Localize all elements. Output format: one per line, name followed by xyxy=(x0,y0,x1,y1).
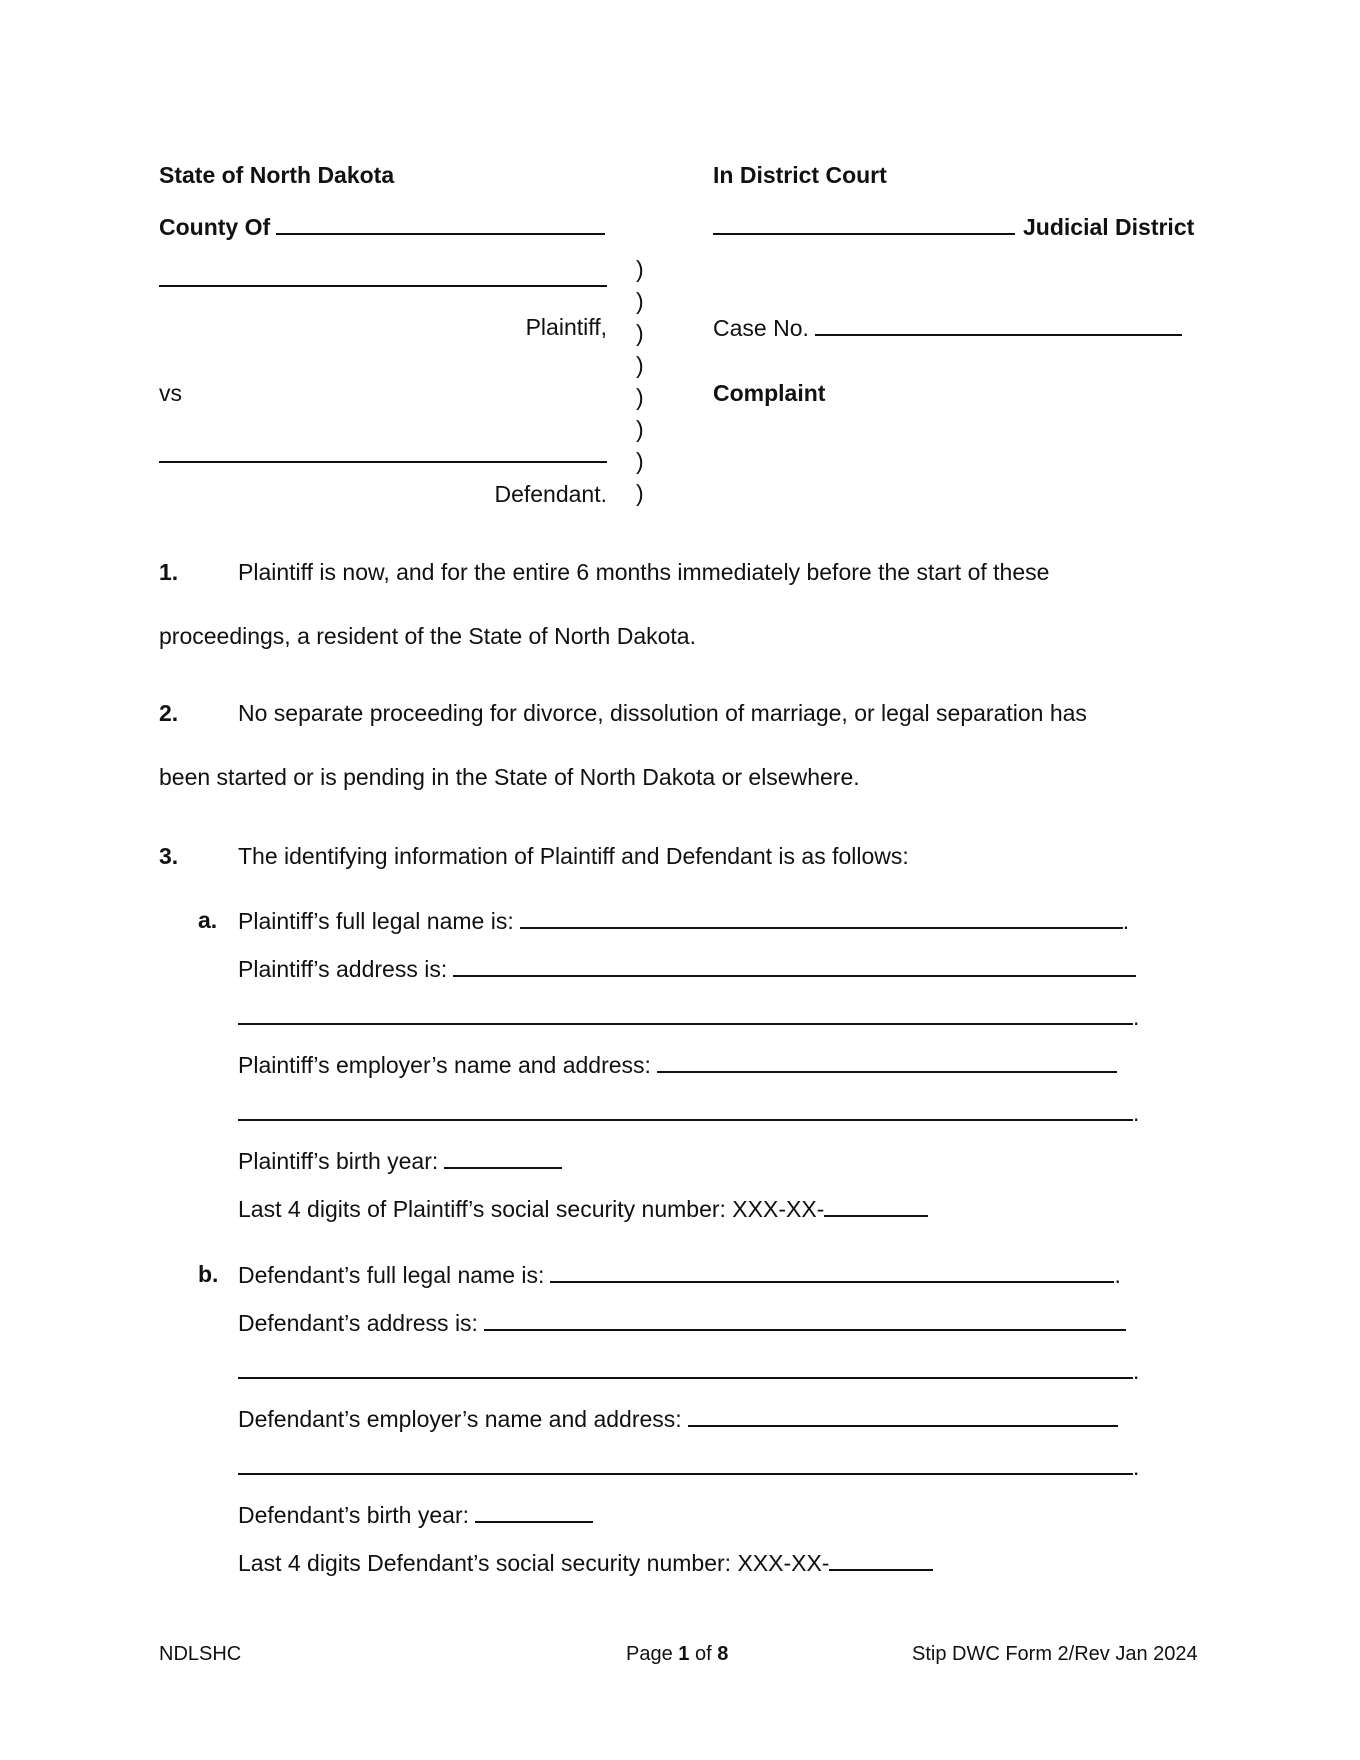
defendant-employer-blank-2[interactable] xyxy=(238,1455,1133,1475)
plaintiff-birth-line xyxy=(238,1149,562,1173)
defendant-address-blank-2[interactable] xyxy=(238,1359,1133,1379)
document-title: Complaint xyxy=(713,380,826,406)
defendant-name-line xyxy=(238,1263,1121,1287)
page-total: 8 xyxy=(717,1643,729,1665)
paragraph-2-line-1: No separate proceeding for divorce, dissolution of marriage, or legal separation has xyxy=(238,700,1087,726)
district-label: Judicial District xyxy=(1023,214,1195,240)
plaintiff-address-blank-2[interactable] xyxy=(238,1005,1133,1025)
plaintiff-employer-label: Plaintiff’s employer’s name and address: xyxy=(238,1052,651,1078)
plaintiff-ssn-label: Last 4 digits of Plaintiff’s social security number: XXX-XX- xyxy=(238,1196,825,1222)
county-blank[interactable] xyxy=(276,215,605,235)
paragraph-3-number: 3. xyxy=(159,843,179,869)
plaintiff-birth-blank[interactable] xyxy=(444,1149,562,1169)
plaintiff-employer-blank-2[interactable] xyxy=(238,1101,1133,1121)
period: . xyxy=(1133,1454,1140,1480)
footer-left: NDLSHC xyxy=(159,1643,242,1665)
defendant-name-label: Defendant’s full legal name is: xyxy=(238,1262,545,1288)
defendant-address-line-2 xyxy=(238,1359,1139,1383)
paren: ) xyxy=(636,256,644,282)
defendant-label: Defendant. xyxy=(494,481,607,507)
vs-label: vs xyxy=(159,380,182,406)
paren: ) xyxy=(636,352,644,378)
plaintiff-address-label: Plaintiff’s address is: xyxy=(238,956,448,982)
paren: ) xyxy=(636,384,644,410)
plaintiff-name-label: Plaintiff’s full legal name is: xyxy=(238,908,514,934)
footer-page-number xyxy=(626,1644,728,1664)
paren: ) xyxy=(636,416,644,442)
plaintiff-address-line xyxy=(238,957,1136,981)
period: . xyxy=(1114,1262,1121,1288)
period: . xyxy=(1133,1100,1140,1126)
period: . xyxy=(1122,908,1130,934)
case-no-line xyxy=(713,316,1182,340)
defendant-address-label: Defendant’s address is: xyxy=(238,1310,478,1336)
defendant-employer-label: Defendant’s employer’s name and address: xyxy=(238,1406,682,1432)
paragraph-2-line-2: been started or is pending in the State of North Dakota or elsewhere. xyxy=(159,764,860,790)
plaintiff-name-blank[interactable] xyxy=(159,285,607,287)
plaintiff-employer-line xyxy=(238,1053,1117,1077)
period: . xyxy=(1133,1358,1140,1384)
paren: ) xyxy=(636,480,644,506)
defendant-ssn-label: Last 4 digits Defendant’s social security number: XXX-XX- xyxy=(238,1550,830,1576)
paragraph-1-line-1: Plaintiff is now, and for the entire 6 months immediately before the start of these xyxy=(238,559,1050,585)
paragraph-3-line-1: The identifying information of Plaintiff and Defendant is as follows: xyxy=(238,843,909,869)
plaintiff-employer-blank[interactable] xyxy=(657,1053,1117,1073)
footer-right: Stip DWC Form 2/Rev Jan 2024 xyxy=(912,1643,1198,1665)
defendant-birth-line xyxy=(238,1503,593,1527)
defendant-birth-label: Defendant’s birth year: xyxy=(238,1502,469,1528)
plaintiff-address-blank[interactable] xyxy=(453,957,1136,977)
district-blank[interactable] xyxy=(713,215,1015,235)
plaintiff-full-name-blank[interactable] xyxy=(520,909,1123,929)
item-a-letter: a. xyxy=(198,907,218,933)
plaintiff-ssn-blank[interactable] xyxy=(824,1197,928,1217)
page-of: of xyxy=(694,1643,712,1665)
paragraph-1-number: 1. xyxy=(159,559,179,585)
paren: ) xyxy=(636,448,644,474)
defendant-address-blank[interactable] xyxy=(484,1311,1126,1331)
paren: ) xyxy=(636,320,644,346)
paragraph-2-number: 2. xyxy=(159,700,179,726)
defendant-ssn-blank[interactable] xyxy=(829,1551,933,1571)
county-label: County Of xyxy=(159,214,271,240)
defendant-employer-blank[interactable] xyxy=(688,1407,1118,1427)
defendant-name-blank[interactable] xyxy=(159,461,607,463)
defendant-ssn-line xyxy=(238,1551,933,1575)
item-b-letter: b. xyxy=(198,1261,219,1287)
county-line xyxy=(159,215,605,239)
plaintiff-birth-label: Plaintiff’s birth year: xyxy=(238,1148,439,1174)
page-prefix: Page xyxy=(626,1643,673,1665)
defendant-full-name-blank[interactable] xyxy=(550,1263,1114,1283)
caption-parenthesis-column xyxy=(636,253,644,509)
state-heading: State of North Dakota xyxy=(159,162,395,188)
page-current: 1 xyxy=(678,1643,690,1665)
defendant-employer-line-2 xyxy=(238,1455,1139,1479)
plaintiff-employer-line-2 xyxy=(238,1101,1139,1125)
defendant-birth-blank[interactable] xyxy=(475,1503,593,1523)
district-line xyxy=(713,215,1194,239)
paragraph-1-line-2: proceedings, a resident of the State of North Dakota. xyxy=(159,623,696,649)
plaintiff-address-line-2 xyxy=(238,1005,1139,1029)
defendant-address-line xyxy=(238,1311,1126,1335)
defendant-employer-line xyxy=(238,1407,1118,1431)
plaintiff-name-line xyxy=(238,909,1129,933)
case-no-label: Case No. xyxy=(713,315,809,341)
paren: ) xyxy=(636,288,644,314)
case-no-blank[interactable] xyxy=(815,316,1182,336)
period: . xyxy=(1133,1004,1140,1030)
plaintiff-ssn-line xyxy=(238,1197,928,1221)
court-heading: In District Court xyxy=(713,162,887,188)
plaintiff-label: Plaintiff, xyxy=(525,314,607,340)
